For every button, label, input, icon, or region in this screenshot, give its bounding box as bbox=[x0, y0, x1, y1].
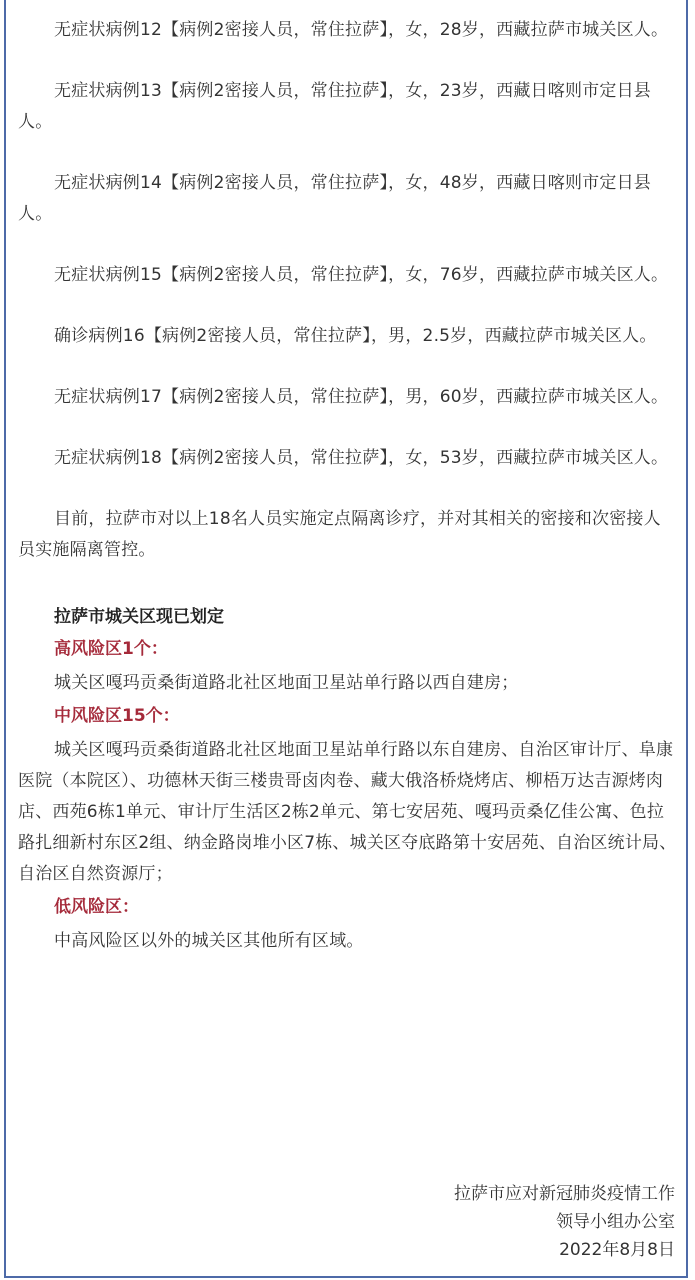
case-paragraph: 无症状病例15【病例2密接人员，常住拉萨】，女，76岁，西藏拉萨市城关区人。 bbox=[54, 265, 669, 285]
signature-org-line2: 领导小组办公室 bbox=[556, 1212, 675, 1232]
article-body bbox=[18, 0, 678, 957]
medium-risk-text: 城关区嘎玛贡桑街道路北社区地面卫星站单行路以东自建房、自治区审计厅、阜康医院（本院区）、功德林天街三楼贵哥卤肉卷、藏大俄洛桥烧烤店、柳梧万达吉源烤肉店、西苑6栋1单元、审计厅生活区2栋2单元、第七安居苑、嘎玛贡桑亿佳公寓、色拉路扎细新村东区2组、纳金路岗堆小区7栋、城关区夺底路第十安居苑、自治区统计局、自治区自然资源厅； bbox=[18, 740, 677, 884]
signature-org-line1: 拉萨市应对新冠肺炎疫情工作 bbox=[454, 1184, 675, 1204]
high-risk-label: 高风险区1个： bbox=[54, 639, 168, 659]
summary-paragraph: 目前，拉萨市对以上18名人员实施定点隔离诊疗，并对其相关的密接和次密接人员实施隔离管控。 bbox=[18, 509, 661, 560]
low-risk-label: 低风险区： bbox=[54, 897, 139, 917]
signature-date: 2022年8月8日 bbox=[559, 1240, 675, 1260]
case-paragraph: 无症状病例14【病例2密接人员，常住拉萨】，女，48岁，西藏日喀则市定日县人。 bbox=[18, 173, 651, 224]
case-paragraph: 无症状病例18【病例2密接人员，常住拉萨】，女，53岁，西藏拉萨市城关区人。 bbox=[54, 448, 669, 468]
high-risk-text: 城关区嘎玛贡桑街道路北社区地面卫星站单行路以西自建房； bbox=[54, 673, 519, 693]
case-paragraph: 无症状病例12【病例2密接人员，常住拉萨】，女，28岁，西藏拉萨市城关区人。 bbox=[54, 20, 669, 40]
case-paragraph: 无症状病例13【病例2密接人员，常住拉萨】，女，23岁，西藏日喀则市定日县人。 bbox=[18, 81, 651, 132]
low-risk-text: 中高风险区以外的城关区其他所有区域。 bbox=[54, 931, 364, 951]
risk-area-heading: 拉萨市城关区现已划定 bbox=[54, 607, 224, 627]
case-paragraph: 确诊病例16【病例2密接人员，常住拉萨】，男，2.5岁，西藏拉萨市城关区人。 bbox=[54, 326, 657, 346]
case-paragraph: 无症状病例17【病例2密接人员，常住拉萨】，男，60岁，西藏拉萨市城关区人。 bbox=[54, 387, 669, 407]
medium-risk-label: 中风险区15个： bbox=[54, 706, 180, 726]
